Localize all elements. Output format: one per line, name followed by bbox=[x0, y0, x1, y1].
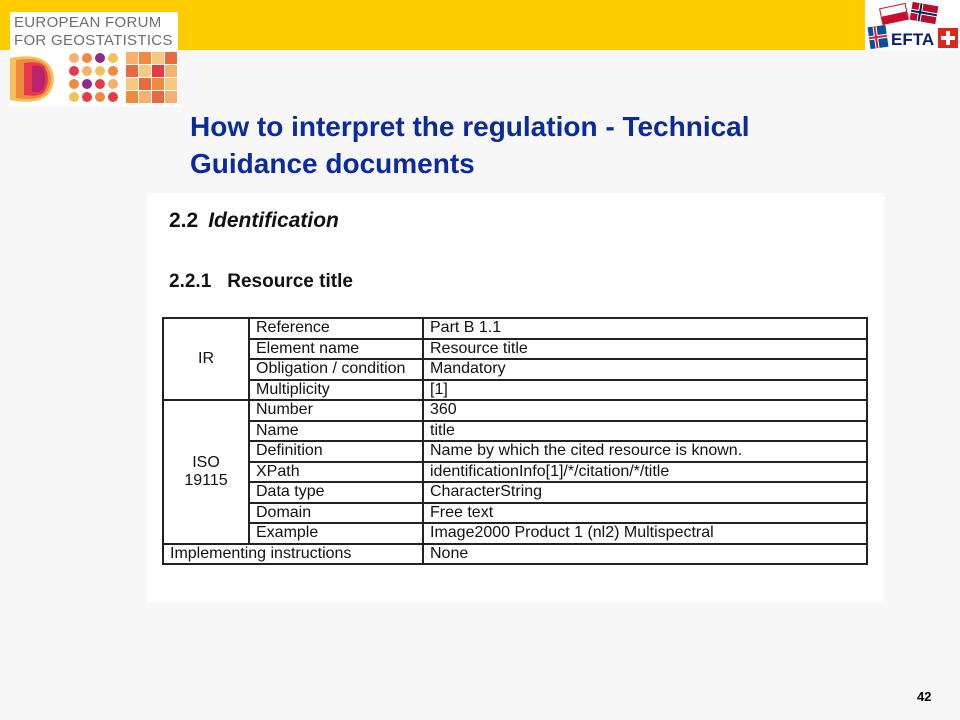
field-cell: Reference bbox=[249, 318, 423, 339]
guidance-document-excerpt bbox=[147, 193, 884, 602]
subsection-title: Resource title bbox=[227, 271, 353, 292]
field-cell: XPath bbox=[249, 462, 423, 483]
table-row bbox=[163, 544, 867, 565]
slide-title: How to interpret the regulation - Technical Guidance documents bbox=[190, 111, 750, 179]
value-cell: CharacterString bbox=[423, 482, 867, 503]
field-cell: Name bbox=[249, 421, 423, 442]
table-row bbox=[163, 318, 867, 339]
table-row bbox=[163, 359, 867, 380]
field-cell: Multiplicity bbox=[249, 380, 423, 401]
value-cell: Free text bbox=[423, 503, 867, 524]
efta-logo bbox=[865, 0, 960, 50]
logo-line-1: EUROPEAN FORUM bbox=[14, 14, 162, 31]
group-ir: IR bbox=[163, 318, 249, 400]
subsection-heading bbox=[169, 271, 353, 293]
value-cell: 360 bbox=[423, 400, 867, 421]
value-cell: title bbox=[423, 421, 867, 442]
table-row bbox=[163, 523, 867, 544]
value-cell: Mandatory bbox=[423, 359, 867, 380]
subsection-number: 2.2.1 bbox=[169, 271, 212, 292]
section-heading bbox=[169, 209, 339, 233]
group-iso-line-1: ISO bbox=[192, 453, 220, 471]
implementing-instructions-label: Implementing instructions bbox=[163, 544, 423, 565]
value-cell: Image2000 Product 1 (nl2) Multispectral bbox=[423, 523, 867, 544]
field-cell: Obligation / condition bbox=[249, 359, 423, 380]
page-number: 42 bbox=[917, 689, 932, 704]
implementing-instructions-value: None bbox=[423, 544, 867, 565]
field-cell: Data type bbox=[249, 482, 423, 503]
section-title: Identification bbox=[208, 209, 339, 232]
table-row bbox=[163, 400, 867, 421]
table-row bbox=[163, 339, 867, 360]
field-cell: Domain bbox=[249, 503, 423, 524]
field-cell: Definition bbox=[249, 441, 423, 462]
value-cell: [1] bbox=[423, 380, 867, 401]
section-number: 2.2 bbox=[169, 209, 199, 232]
table-row bbox=[163, 441, 867, 462]
svg-text:EFTA: EFTA bbox=[891, 30, 935, 49]
table-row bbox=[163, 482, 867, 503]
group-iso-line-2: 19115 bbox=[184, 471, 228, 489]
efta-flags-icon bbox=[865, 0, 960, 50]
field-cell: Example bbox=[249, 523, 423, 544]
table-row bbox=[163, 503, 867, 524]
table-row bbox=[163, 421, 867, 442]
resource-title-table bbox=[162, 317, 868, 565]
value-cell: Resource title bbox=[423, 339, 867, 360]
value-cell: Name by which the cited resource is known. bbox=[423, 441, 867, 462]
value-cell: Part B 1.1 bbox=[423, 318, 867, 339]
table-row bbox=[163, 380, 867, 401]
value-cell: identificationInfo[1]/*/citation/*/title bbox=[423, 462, 867, 483]
logo-line-2: FOR GEOSTATISTICS bbox=[14, 32, 173, 49]
group-iso bbox=[163, 400, 249, 544]
forum-logo bbox=[10, 12, 178, 106]
field-cell: Number bbox=[249, 400, 423, 421]
logo-text bbox=[14, 14, 173, 50]
field-cell: Element name bbox=[249, 339, 423, 360]
mosaic-logo-icon bbox=[10, 52, 178, 106]
table-row bbox=[163, 462, 867, 483]
